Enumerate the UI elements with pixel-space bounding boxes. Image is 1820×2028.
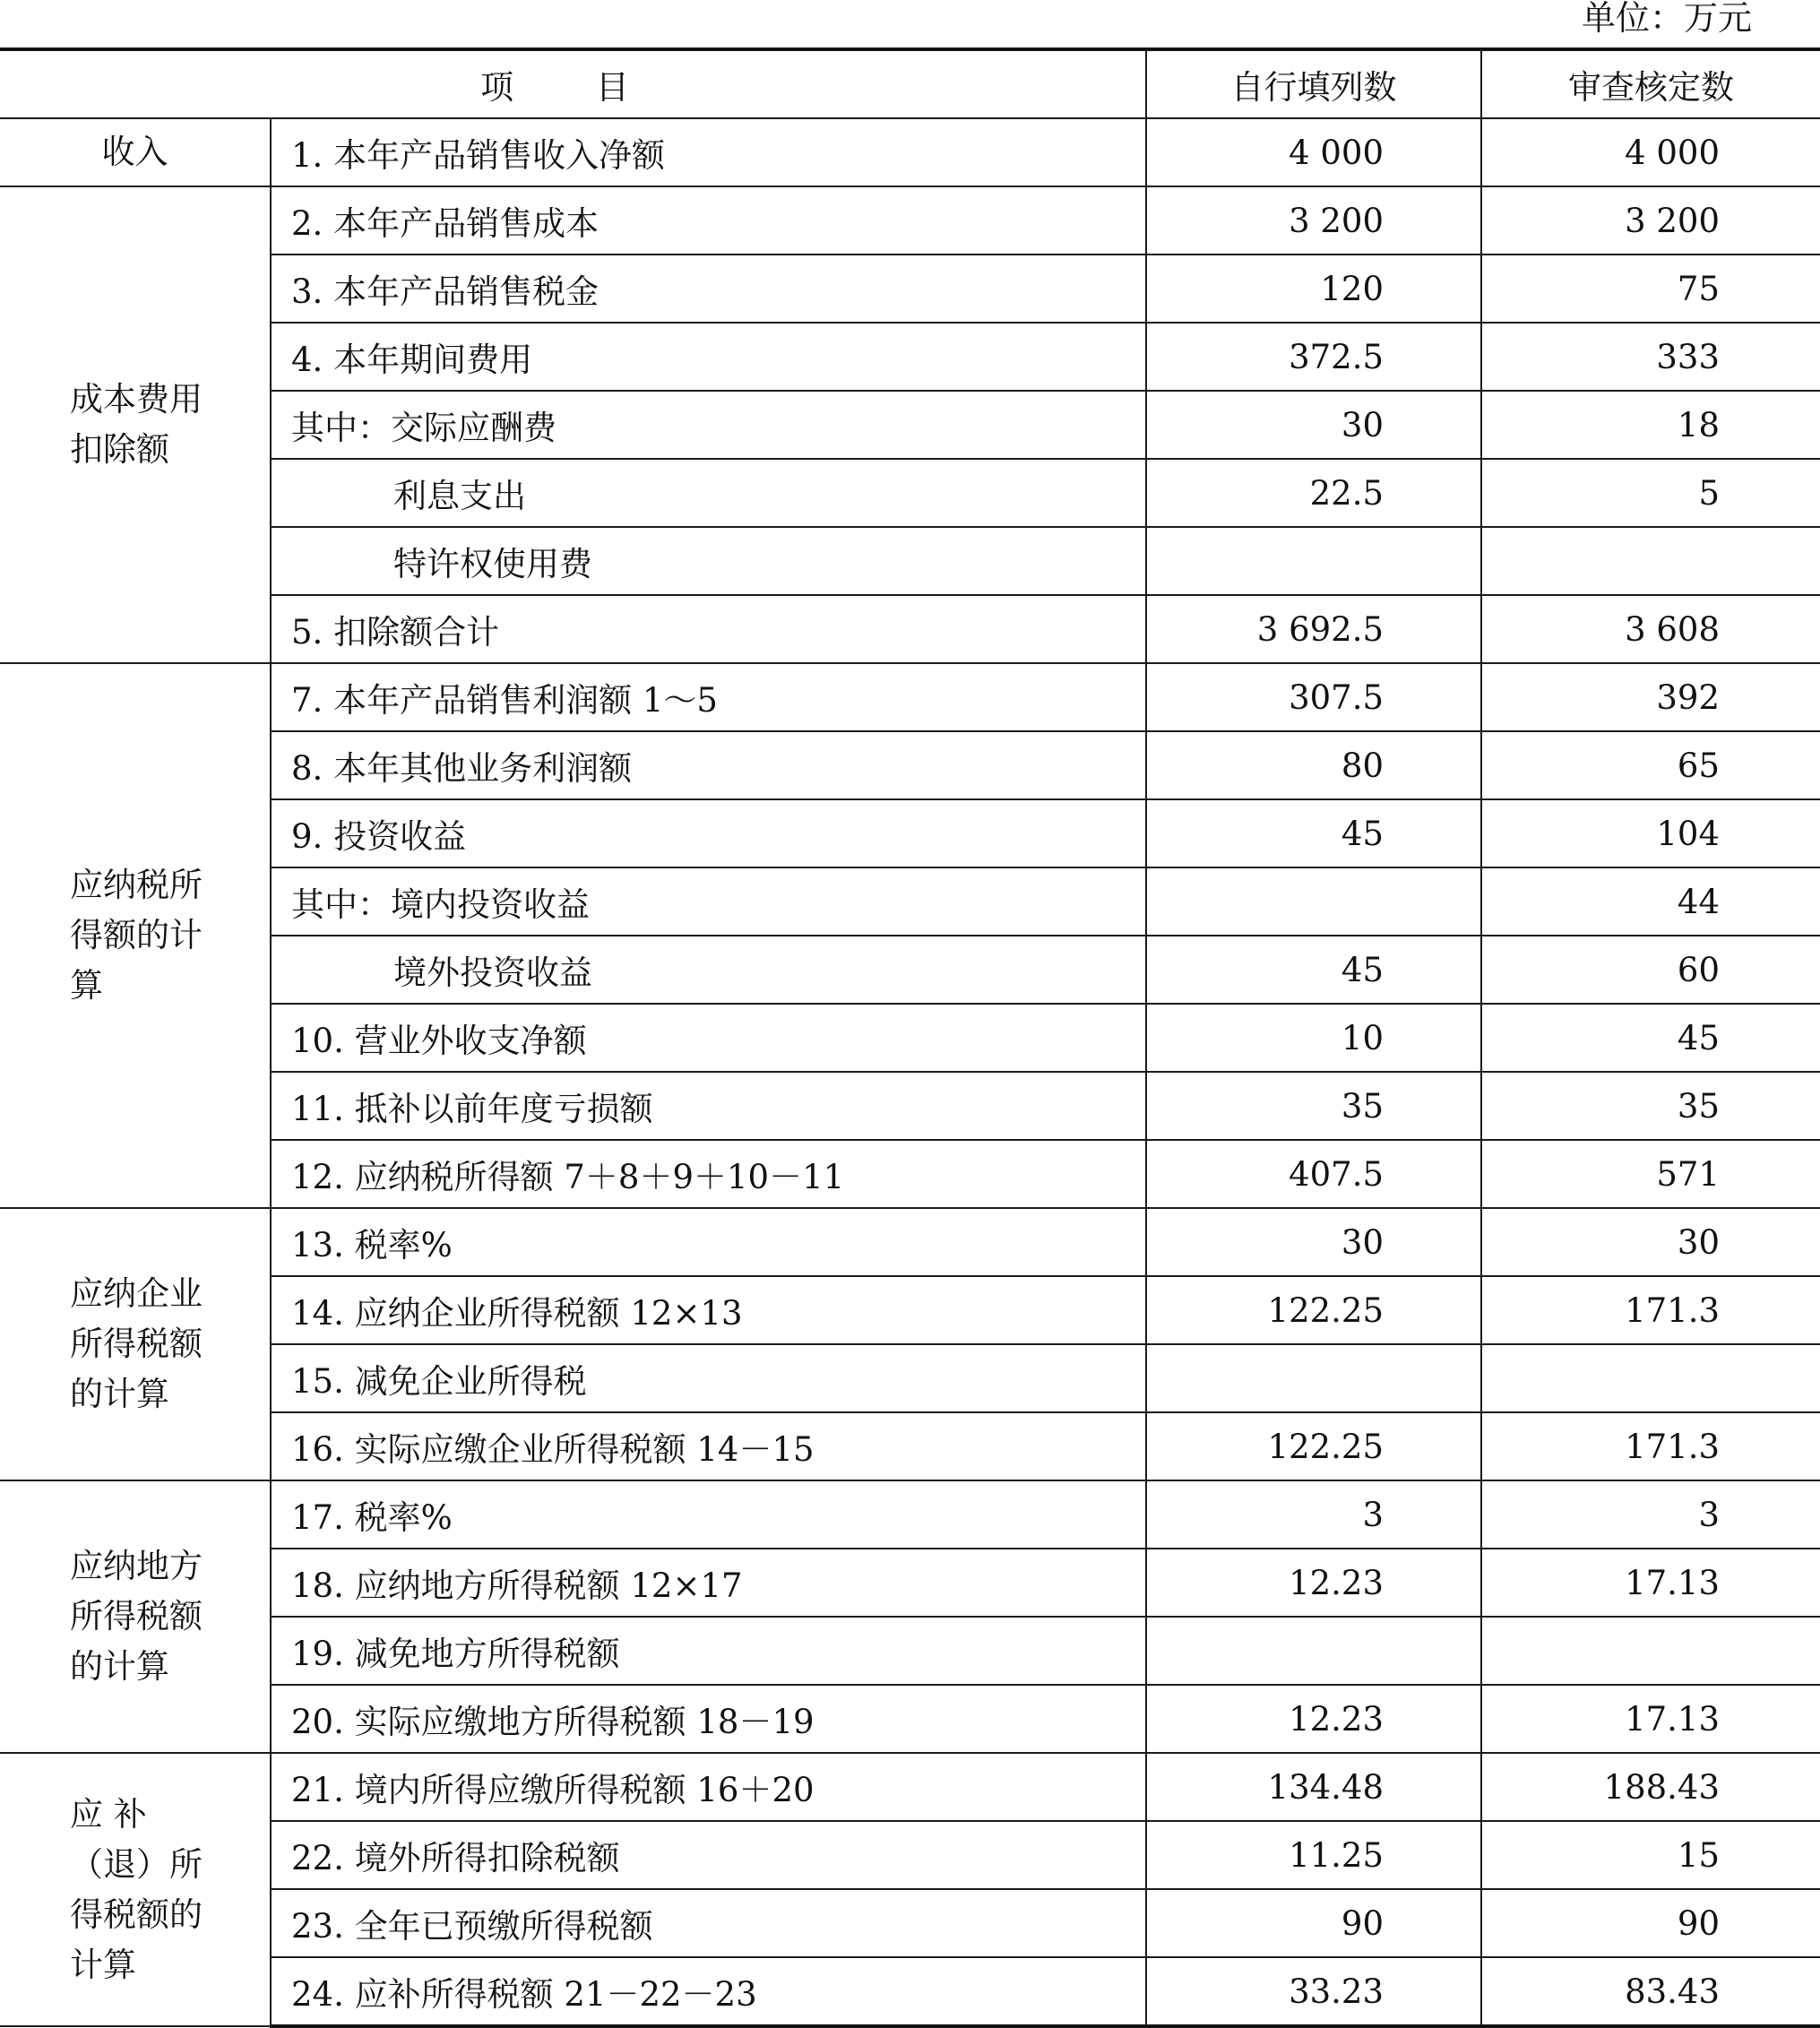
audited-value: 5 xyxy=(1481,459,1820,527)
self-reported-value: 3 xyxy=(1146,1480,1481,1549)
self-reported-value: 3 200 xyxy=(1146,186,1481,255)
self-reported-value: 372.5 xyxy=(1146,323,1481,391)
header-item: 项 目 xyxy=(0,49,1146,118)
self-reported-value: 122.25 xyxy=(1146,1412,1481,1480)
item-cell: 9. 投资收益 xyxy=(271,799,1146,867)
item-cell: 10. 营业外收支净额 xyxy=(271,1004,1146,1072)
table-row xyxy=(0,1140,1820,1208)
table-row xyxy=(0,663,1820,731)
self-reported-value: 4 000 xyxy=(1146,118,1481,186)
audited-value: 65 xyxy=(1481,731,1820,799)
self-reported-value: 122.25 xyxy=(1146,1276,1481,1344)
header-self-reported: 自行填列数 xyxy=(1146,49,1481,118)
table-row xyxy=(0,323,1820,391)
item-cell: 8. 本年其他业务利润额 xyxy=(271,731,1146,799)
audited-value: 3 200 xyxy=(1481,186,1820,255)
audited-value: 15 xyxy=(1481,1821,1820,1889)
audited-value: 83.43 xyxy=(1481,1957,1820,2026)
item-cell: 特许权使用费 xyxy=(271,527,1146,595)
audited-value: 188.43 xyxy=(1481,1753,1820,1821)
item-cell: 2. 本年产品销售成本 xyxy=(271,186,1146,255)
audited-value: 60 xyxy=(1481,936,1820,1004)
table-row xyxy=(0,731,1820,799)
table-row xyxy=(0,936,1820,1004)
audited-value xyxy=(1481,1617,1820,1685)
table-row xyxy=(0,1549,1820,1617)
item-cell: 23. 全年已预缴所得税额 xyxy=(271,1889,1146,1957)
table-row xyxy=(0,1276,1820,1344)
self-reported-value: 407.5 xyxy=(1146,1140,1481,1208)
category-cell: 应纳企业所得税额的计算 xyxy=(0,1208,271,1480)
audited-value: 171.3 xyxy=(1481,1276,1820,1344)
item-cell: 3. 本年产品销售税金 xyxy=(271,255,1146,323)
audited-value: 90 xyxy=(1481,1889,1820,1957)
header-audited: 审查核定数 xyxy=(1481,49,1820,118)
table-row xyxy=(0,1889,1820,1957)
self-reported-value xyxy=(1146,1344,1481,1412)
audited-value: 392 xyxy=(1481,663,1820,731)
self-reported-value: 35 xyxy=(1146,1072,1481,1140)
category-cell: 成本费用扣除额 xyxy=(0,186,271,663)
self-reported-value: 33.23 xyxy=(1146,1957,1481,2026)
category-cell: 应纳税所得额的计算 xyxy=(0,663,271,1208)
table-row xyxy=(0,1208,1820,1276)
self-reported-value: 134.48 xyxy=(1146,1753,1481,1821)
audited-value: 171.3 xyxy=(1481,1412,1820,1480)
tax-return-table xyxy=(0,47,1820,2028)
item-cell: 16. 实际应缴企业所得税额 14－15 xyxy=(271,1412,1146,1480)
self-reported-value: 307.5 xyxy=(1146,663,1481,731)
self-reported-value: 12.23 xyxy=(1146,1685,1481,1753)
self-reported-value xyxy=(1146,527,1481,595)
audited-value: 3 xyxy=(1481,1480,1820,1549)
table-row xyxy=(0,799,1820,867)
item-cell: 17. 税率% xyxy=(271,1480,1146,1549)
audited-value: 4 000 xyxy=(1481,118,1820,186)
item-cell: 其中：境内投资收益 xyxy=(271,867,1146,936)
table-row xyxy=(0,1821,1820,1889)
category-cell: 收入 xyxy=(0,118,271,186)
item-cell: 18. 应纳地方所得税额 12×17 xyxy=(271,1549,1146,1617)
audited-value: 18 xyxy=(1481,391,1820,459)
self-reported-value: 30 xyxy=(1146,391,1481,459)
audited-value: 333 xyxy=(1481,323,1820,391)
self-reported-value xyxy=(1146,1617,1481,1685)
self-reported-value: 45 xyxy=(1146,936,1481,1004)
table-row xyxy=(0,186,1820,255)
table-row xyxy=(0,1072,1820,1140)
item-cell: 21. 境内所得应缴所得税额 16＋20 xyxy=(271,1753,1146,1821)
item-cell: 15. 减免企业所得税 xyxy=(271,1344,1146,1412)
audited-value: 571 xyxy=(1481,1140,1820,1208)
self-reported-value: 45 xyxy=(1146,799,1481,867)
table-row xyxy=(0,1480,1820,1549)
self-reported-value: 30 xyxy=(1146,1208,1481,1276)
audited-value xyxy=(1481,527,1820,595)
item-cell: 其中：交际应酬费 xyxy=(271,391,1146,459)
table-row xyxy=(0,1344,1820,1412)
item-cell: 1. 本年产品销售收入净额 xyxy=(271,118,1146,186)
audited-value: 17.13 xyxy=(1481,1685,1820,1753)
self-reported-value: 22.5 xyxy=(1146,459,1481,527)
table-row xyxy=(0,255,1820,323)
audited-value: 104 xyxy=(1481,799,1820,867)
self-reported-value: 80 xyxy=(1146,731,1481,799)
audited-value: 17.13 xyxy=(1481,1549,1820,1617)
self-reported-value: 12.23 xyxy=(1146,1549,1481,1617)
self-reported-value: 120 xyxy=(1146,255,1481,323)
item-cell: 19. 减免地方所得税额 xyxy=(271,1617,1146,1685)
table-row xyxy=(0,459,1820,527)
self-reported-value: 90 xyxy=(1146,1889,1481,1957)
item-cell: 利息支出 xyxy=(271,459,1146,527)
table-row xyxy=(0,595,1820,663)
self-reported-value xyxy=(1146,867,1481,936)
table-row xyxy=(0,1412,1820,1480)
item-cell: 13. 税率% xyxy=(271,1208,1146,1276)
audited-value: 44 xyxy=(1481,867,1820,936)
item-cell: 24. 应补所得税额 21－22－23 xyxy=(271,1957,1146,2026)
item-cell: 20. 实际应缴地方所得税额 18－19 xyxy=(271,1685,1146,1753)
item-cell: 境外投资收益 xyxy=(271,936,1146,1004)
table-row xyxy=(0,1004,1820,1072)
unit-label: 单位：万元 xyxy=(1581,0,1752,38)
item-cell: 14. 应纳企业所得税额 12×13 xyxy=(271,1276,1146,1344)
item-cell: 7. 本年产品销售利润额 1～5 xyxy=(271,663,1146,731)
audited-value: 45 xyxy=(1481,1004,1820,1072)
item-cell: 5. 扣除额合计 xyxy=(271,595,1146,663)
table-row xyxy=(0,1753,1820,1821)
item-cell: 4. 本年期间费用 xyxy=(271,323,1146,391)
audited-value: 75 xyxy=(1481,255,1820,323)
table-row xyxy=(0,118,1820,186)
audited-value: 35 xyxy=(1481,1072,1820,1140)
category-cell: 应 补（退）所得税额的计算 xyxy=(0,1753,271,2026)
audited-value xyxy=(1481,1344,1820,1412)
table-row xyxy=(0,867,1820,936)
audited-value: 3 608 xyxy=(1481,595,1820,663)
item-cell: 12. 应纳税所得额 7＋8＋9＋10－11 xyxy=(271,1140,1146,1208)
table-row xyxy=(0,391,1820,459)
table-row xyxy=(0,1957,1820,2026)
table-row xyxy=(0,1685,1820,1753)
table-header-row xyxy=(0,49,1820,118)
self-reported-value: 10 xyxy=(1146,1004,1481,1072)
self-reported-value: 11.25 xyxy=(1146,1821,1481,1889)
audited-value: 30 xyxy=(1481,1208,1820,1276)
table-row xyxy=(0,527,1820,595)
self-reported-value: 3 692.5 xyxy=(1146,595,1481,663)
table-row xyxy=(0,1617,1820,1685)
category-cell: 应纳地方所得税额的计算 xyxy=(0,1480,271,1753)
item-cell: 11. 抵补以前年度亏损额 xyxy=(271,1072,1146,1140)
item-cell: 22. 境外所得扣除税额 xyxy=(271,1821,1146,1889)
